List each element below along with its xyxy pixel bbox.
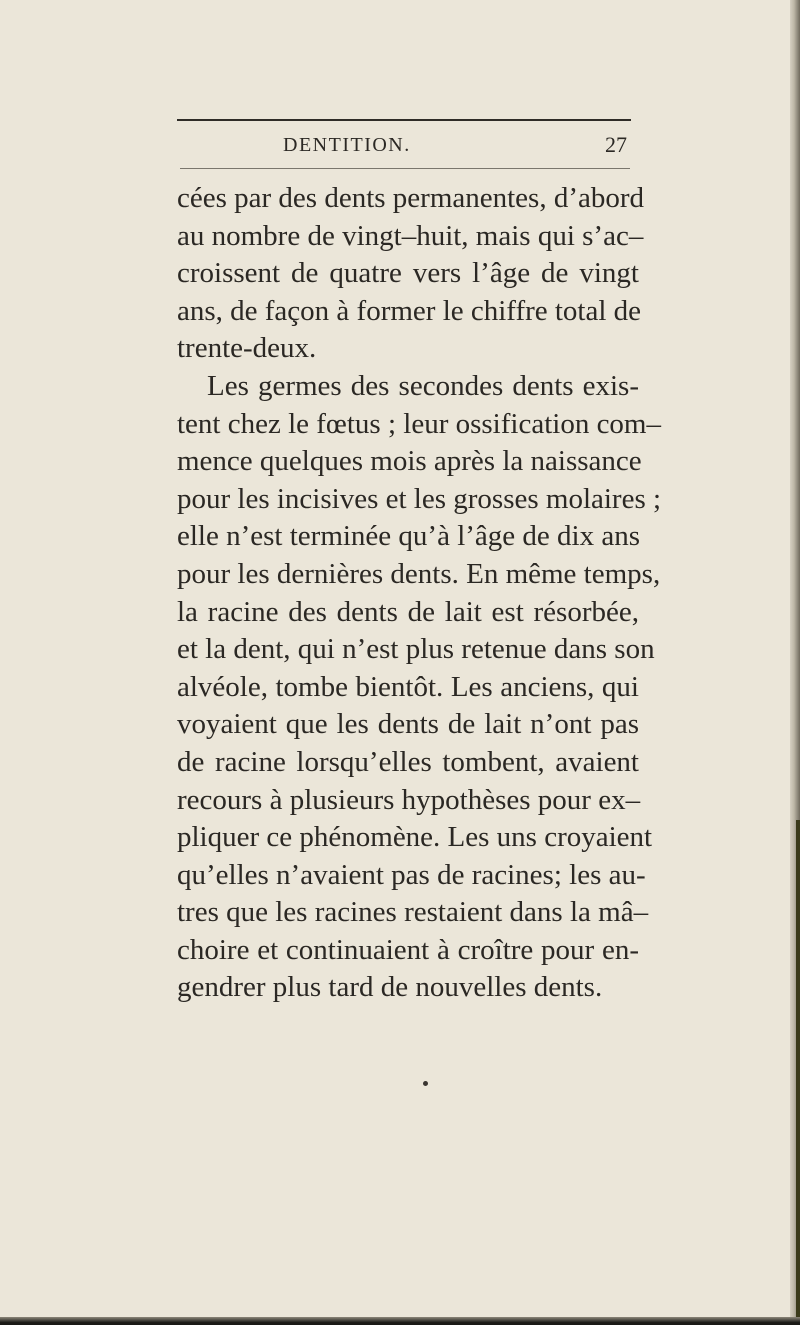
text-line: Les germes des secondes dents exis- — [207, 369, 639, 402]
text-line: ans, de façon à former le chiffre total de — [177, 294, 642, 327]
running-head — [177, 128, 631, 162]
text-line: cées par des dents permanentes, d’abord — [177, 182, 645, 214]
text-line: tent chez le fœtus ; leur ossification com– — [177, 407, 661, 440]
running-title: DENTITION. — [283, 134, 411, 156]
page-number: 27 — [605, 132, 627, 157]
text-line: qu’elles n’avaient pas de racines; les au- — [177, 858, 646, 891]
text-line: alvéole, tombe bientôt. Les anciens, qui — [177, 670, 639, 703]
body-text — [177, 180, 662, 1007]
paragraph-2 — [177, 368, 662, 1007]
text-line: tres que les racines restaient dans la mâ– — [177, 896, 649, 929]
text-line: choire et continuaient à croître pour en- — [177, 933, 639, 966]
text-line: au nombre de vingt–huit, mais qui s’ac– — [177, 219, 644, 252]
text-line: pour les dernières dents. En même temps, — [177, 557, 661, 590]
header-subrule — [180, 168, 630, 169]
text-line: gendrer plus tard de nouvelles dents. — [177, 971, 603, 1004]
bottom-edge — [0, 1317, 800, 1325]
text-line: et la dent, qui n’est plus retenue dans son — [177, 633, 655, 666]
text-line: pliquer ce phénomène. Les uns croyaient — [177, 821, 653, 854]
text-line: voyaient que les dents de lait n’ont pas — [177, 708, 639, 741]
text-line: de racine lorsqu’elles tombent, avaient — [177, 745, 639, 778]
text-line: croissent de quatre vers l’âge de vingt — [177, 257, 639, 290]
header-rule — [177, 119, 631, 121]
text-line: trente-deux. — [177, 332, 317, 365]
text-line: recours à plusieurs hypothèses pour ex– — [177, 783, 641, 816]
page-edge-shadow — [796, 820, 800, 1325]
text-line: la racine des dents de lait est résorbée, — [177, 595, 639, 628]
text-line: mence quelques mois après la naissance — [177, 445, 642, 478]
text-line: pour les incisives et les grosses molaires ; — [177, 482, 662, 515]
ink-speck — [423, 1081, 428, 1086]
paragraph-1 — [177, 180, 645, 368]
text-line: elle n’est terminée qu’à l’âge de dix ans — [177, 520, 640, 553]
